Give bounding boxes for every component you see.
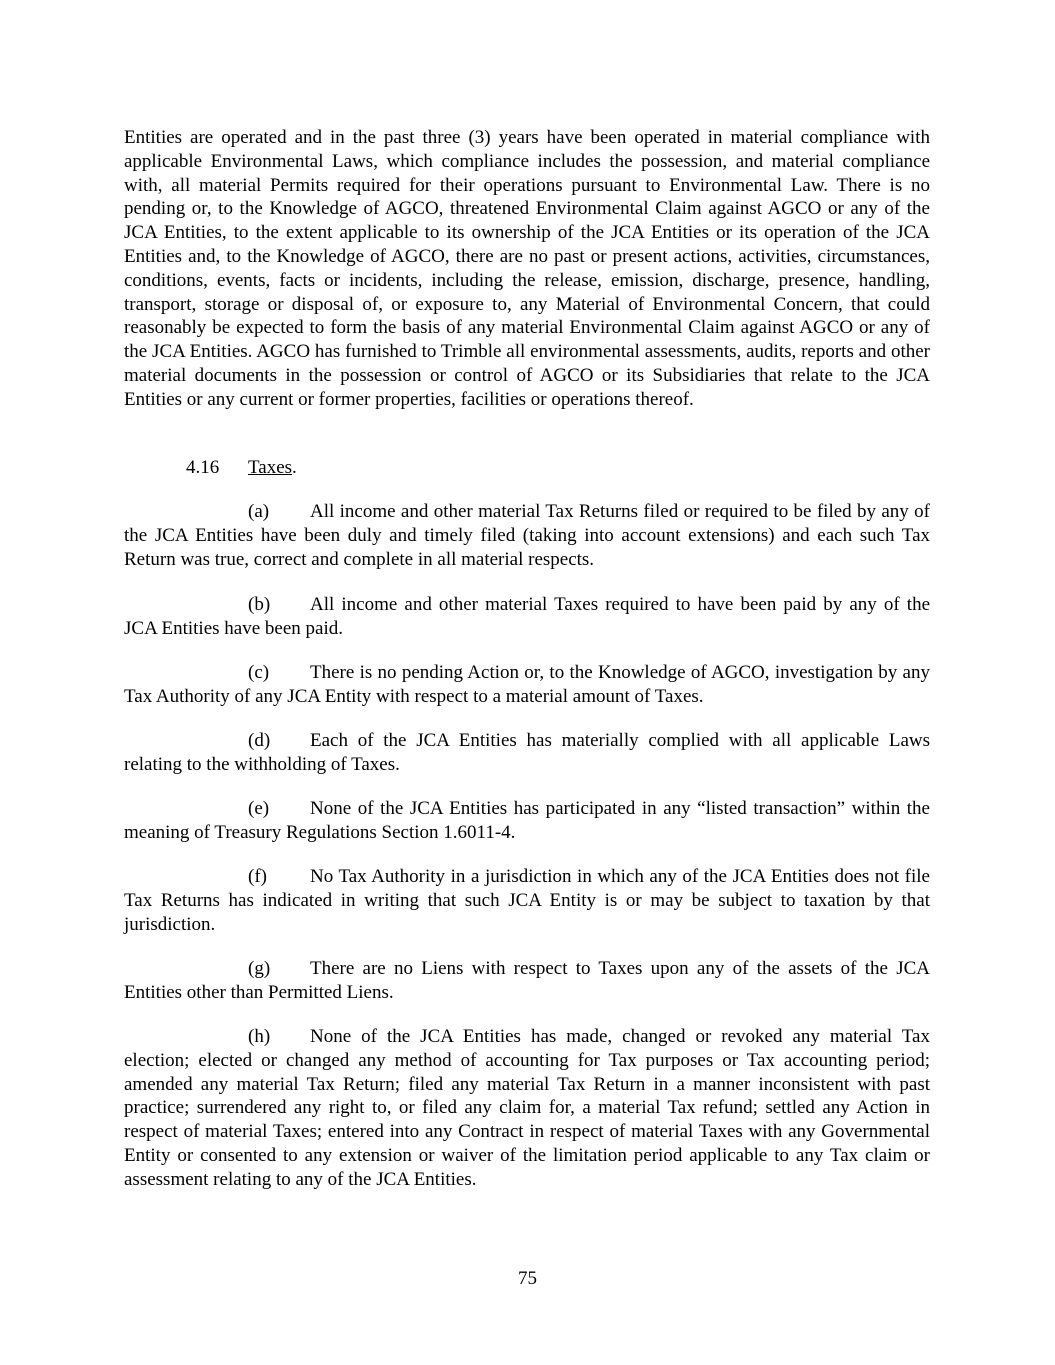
subsection-text: There are no Liens with respect to Taxes upon any of the assets of the JCA Entities other than Permitted Liens. xyxy=(124,958,930,1003)
subsection-f xyxy=(124,865,930,936)
section-heading xyxy=(186,456,297,480)
page-number: 75 xyxy=(518,1268,537,1289)
subsection-e xyxy=(124,797,930,845)
subsection-text: None of the JCA Entities has participated in any “listed transaction” within the meaning of Treasury Regulations Section 1.6011-4. xyxy=(124,798,930,843)
subsection-text: All income and other material Tax Returns filed or required to be filed by any of the JCA Entities have been duly and timely filed (taking into account extensions) and each such Tax Return was true, correct and complete in all material respects. xyxy=(124,501,930,570)
subsection-text: There is no pending Action or, to the Knowledge of AGCO, investigation by any Tax Authority of any JCA Entity with respect to a material amount of Taxes. xyxy=(124,662,930,707)
subsection-label: (b) xyxy=(248,594,271,615)
subsection-d xyxy=(124,729,930,777)
subsection-text: All income and other material Taxes required to have been paid by any of the JCA Entities have been paid. xyxy=(124,594,930,639)
subsection-c xyxy=(124,661,930,709)
section-title: Taxes xyxy=(248,457,293,478)
subsection-b xyxy=(124,593,930,641)
subsection-g xyxy=(124,957,930,1005)
subsection-a xyxy=(124,500,930,571)
subsection-label: (c) xyxy=(248,662,270,683)
subsection-text: None of the JCA Entities has made, changed or revoked any material Tax election; elected or changed any method of accounting for Tax purposes or Tax accounting period; amended any material Tax Return; filed any material Tax Return in a manner inconsistent with past practice; surrendered any right to, or filed any claim for, a material Tax refund; settled any Action in respect of material Taxes; entered into any Contract in respect of material Taxes with any Governmental Entity or consented to any extension or waiver of the limitation period applicable to any Tax claim or assessment relating to any of the JCA Entities. xyxy=(124,1026,930,1190)
section-title-suffix: . xyxy=(292,457,297,478)
continuation-paragraph: Entities are operated and in the past three (3) years have been operated in material compliance with applicable Environmental Laws, which compliance includes the possession, and material compliance with, all material Permits required for their operations pursuant to Environmental Law. There is no pending or, to the Knowledge of AGCO, threatened Environmental Claim against AGCO or any of the JCA Entities, to the extent applicable to its ownership of the JCA Entities or its operation of the JCA Entities and, to the Knowledge of AGCO, there are no past or present actions, activities, circumstances, conditions, events, facts or incidents, including the release, emission, discharge, presence, handling, transport, storage or disposal of, or exposure to, any Material of Environmental Concern, that could reasonably be expected to form the basis of any material Environmental Claim against AGCO or any of the JCA Entities. AGCO has furnished to Trimble all environmental assessments, audits, reports and other material documents in the possession or control of AGCO or its Subsidiaries that relate to the JCA Entities or any current or former properties, facilities or operations thereof. xyxy=(124,127,930,410)
subsection-label: (a) xyxy=(248,501,270,522)
subsection-label: (h) xyxy=(248,1026,271,1047)
subsection-label: (g) xyxy=(248,958,271,979)
section-number: 4.16 xyxy=(186,457,220,478)
subsection-label: (d) xyxy=(248,730,271,751)
subsection-label: (f) xyxy=(248,866,267,887)
subsection-label: (e) xyxy=(248,798,270,819)
subsection-h xyxy=(124,1025,930,1192)
subsection-text: No Tax Authority in a jurisdiction in which any of the JCA Entities does not file Tax Returns has indicated in writing that such JCA Entity is or may be subject to taxation by that jurisdiction. xyxy=(124,866,930,935)
subsection-text: Each of the JCA Entities has materially complied with all applicable Laws relating to the withholding of Taxes. xyxy=(124,730,930,775)
